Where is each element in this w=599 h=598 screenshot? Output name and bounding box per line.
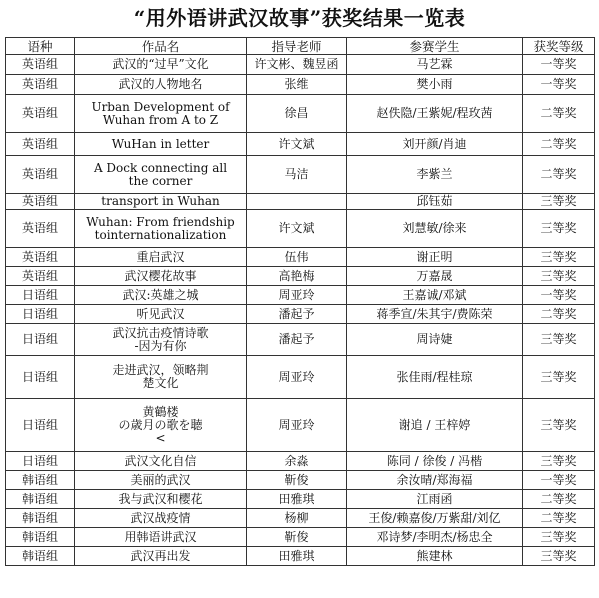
table-row bbox=[6, 528, 595, 547]
work-cell: 武汉战疫情 bbox=[75, 509, 247, 528]
award-cell: 三等奖 bbox=[523, 452, 595, 471]
work-cell: WuHan in letter bbox=[75, 133, 247, 156]
teacher-cell: 许文彬、魏昱函 bbox=[247, 55, 347, 75]
table-row bbox=[6, 248, 595, 267]
language-cell: 英语组 bbox=[6, 267, 75, 286]
teacher-cell: 周亚玲 bbox=[247, 286, 347, 305]
language-cell: 韩语组 bbox=[6, 490, 75, 509]
work-cell: A Dock connecting all the corner bbox=[75, 156, 247, 194]
teacher-cell: 张维 bbox=[247, 75, 347, 95]
awards-table bbox=[5, 37, 595, 566]
students-cell: 王嘉诚/邓斌 bbox=[347, 286, 523, 305]
work-cell: 我与武汉和樱花 bbox=[75, 490, 247, 509]
students-cell: 邱钰茹 bbox=[347, 194, 523, 210]
teacher-cell: 余淼 bbox=[247, 452, 347, 471]
table-row bbox=[6, 55, 595, 75]
language-cell: 日语组 bbox=[6, 452, 75, 471]
work-cell: 武汉的“过早”文化 bbox=[75, 55, 247, 75]
students-cell: 张佳雨/程桂琼 bbox=[347, 356, 523, 399]
work-cell: 武汉抗击疫情诗歌 -因为有你 bbox=[75, 324, 247, 356]
award-cell: 一等奖 bbox=[523, 286, 595, 305]
students-cell: 王俊/赖嘉俊/万紫甜/刘亿 bbox=[347, 509, 523, 528]
table-row bbox=[6, 286, 595, 305]
teacher-cell: 潘起予 bbox=[247, 324, 347, 356]
teacher-cell: 周亚玲 bbox=[247, 356, 347, 399]
work-cell: 重启武汉 bbox=[75, 248, 247, 267]
work-cell: transport in Wuhan bbox=[75, 194, 247, 210]
award-cell: 二等奖 bbox=[523, 509, 595, 528]
language-cell: 日语组 bbox=[6, 399, 75, 452]
award-cell: 二等奖 bbox=[523, 156, 595, 194]
students-cell: 邓诗梦/李明杰/杨忠全 bbox=[347, 528, 523, 547]
award-cell: 三等奖 bbox=[523, 547, 595, 566]
teacher-cell: 杨柳 bbox=[247, 509, 347, 528]
work-cell: 武汉文化自信 bbox=[75, 452, 247, 471]
teacher-cell: 伍伟 bbox=[247, 248, 347, 267]
students-cell: 熊建林 bbox=[347, 547, 523, 566]
students-cell: 谢正明 bbox=[347, 248, 523, 267]
header-teacher: 指导老师 bbox=[247, 38, 347, 55]
table-row bbox=[6, 452, 595, 471]
work-cell: 听见武汉 bbox=[75, 305, 247, 324]
language-cell: 韩语组 bbox=[6, 547, 75, 566]
header-award: 获奖等级 bbox=[523, 38, 595, 55]
award-cell: 二等奖 bbox=[523, 305, 595, 324]
award-cell: 三等奖 bbox=[523, 399, 595, 452]
students-cell: 周诗婕 bbox=[347, 324, 523, 356]
award-cell: 一等奖 bbox=[523, 471, 595, 490]
table-header-row bbox=[6, 38, 595, 55]
language-cell: 韩语组 bbox=[6, 471, 75, 490]
students-cell: 马艺霖 bbox=[347, 55, 523, 75]
award-cell: 三等奖 bbox=[523, 194, 595, 210]
work-cell: 走进武汉，领略荆 楚文化 bbox=[75, 356, 247, 399]
table-body bbox=[6, 55, 595, 566]
teacher-cell: 周亚玲 bbox=[247, 399, 347, 452]
students-cell: 赵佚隐/王紫妮/程玫茜 bbox=[347, 95, 523, 133]
table-row bbox=[6, 194, 595, 210]
award-cell: 三等奖 bbox=[523, 528, 595, 547]
language-cell: 英语组 bbox=[6, 95, 75, 133]
language-cell: 英语组 bbox=[6, 133, 75, 156]
language-cell: 英语组 bbox=[6, 210, 75, 248]
language-cell: 英语组 bbox=[6, 156, 75, 194]
header-work: 作品名 bbox=[75, 38, 247, 55]
language-cell: 日语组 bbox=[6, 356, 75, 399]
work-cell: 武汉再出发 bbox=[75, 547, 247, 566]
students-cell: 刘慧敏/徐来 bbox=[347, 210, 523, 248]
table-row bbox=[6, 210, 595, 248]
students-cell: 刘开颜/肖迪 bbox=[347, 133, 523, 156]
award-cell: 三等奖 bbox=[523, 356, 595, 399]
teacher-cell: 田雅琪 bbox=[247, 490, 347, 509]
header-language: 语种 bbox=[6, 38, 75, 55]
table-row bbox=[6, 267, 595, 286]
teacher-cell: 靳俊 bbox=[247, 471, 347, 490]
students-cell: 谢追 / 王梓婷 bbox=[347, 399, 523, 452]
award-cell: 二等奖 bbox=[523, 95, 595, 133]
table-row bbox=[6, 156, 595, 194]
table-row bbox=[6, 471, 595, 490]
table-row bbox=[6, 509, 595, 528]
table-row bbox=[6, 95, 595, 133]
language-cell: 日语组 bbox=[6, 324, 75, 356]
work-cell: 武汉樱花故事 bbox=[75, 267, 247, 286]
table-row bbox=[6, 305, 595, 324]
language-cell: 英语组 bbox=[6, 75, 75, 95]
students-cell: 樊小雨 bbox=[347, 75, 523, 95]
table-row bbox=[6, 324, 595, 356]
award-cell: 一等奖 bbox=[523, 75, 595, 95]
work-cell: Wuhan: From friendship tointernationalization bbox=[75, 210, 247, 248]
teacher-cell: 徐昌 bbox=[247, 95, 347, 133]
table-row bbox=[6, 547, 595, 566]
work-cell: 黄鶴楼 の歳月の歌を聴 < bbox=[75, 399, 247, 452]
award-cell: 三等奖 bbox=[523, 267, 595, 286]
award-cell: 三等奖 bbox=[523, 324, 595, 356]
teacher-cell: 田雅琪 bbox=[247, 547, 347, 566]
language-cell: 韩语组 bbox=[6, 509, 75, 528]
students-cell: 江雨函 bbox=[347, 490, 523, 509]
language-cell: 日语组 bbox=[6, 286, 75, 305]
work-cell: 用韩语讲武汉 bbox=[75, 528, 247, 547]
teacher-cell: 马洁 bbox=[247, 156, 347, 194]
page-title: “用外语讲武汉故事”获奖结果一览表 bbox=[133, 6, 466, 30]
award-cell: 二等奖 bbox=[523, 133, 595, 156]
table-row bbox=[6, 133, 595, 156]
work-cell: 美丽的武汉 bbox=[75, 471, 247, 490]
work-cell: 武汉的人物地名 bbox=[75, 75, 247, 95]
students-cell: 陈同 / 徐俊 / 冯楷 bbox=[347, 452, 523, 471]
work-cell: 武汉:英雄之城 bbox=[75, 286, 247, 305]
award-cell: 三等奖 bbox=[523, 248, 595, 267]
table-row bbox=[6, 75, 595, 95]
teacher-cell: 高艳梅 bbox=[247, 267, 347, 286]
teacher-cell: 许文斌 bbox=[247, 133, 347, 156]
header-students: 参赛学生 bbox=[347, 38, 523, 55]
language-cell: 英语组 bbox=[6, 248, 75, 267]
work-cell: Urban Development of Wuhan from A to Z bbox=[75, 95, 247, 133]
award-cell: 三等奖 bbox=[523, 210, 595, 248]
teacher-cell: 靳俊 bbox=[247, 528, 347, 547]
award-cell: 一等奖 bbox=[523, 55, 595, 75]
teacher-cell bbox=[247, 194, 347, 210]
students-cell: 万嘉晟 bbox=[347, 267, 523, 286]
students-cell: 李紫兰 bbox=[347, 156, 523, 194]
students-cell: 余汝晴/郑海福 bbox=[347, 471, 523, 490]
table-row bbox=[6, 356, 595, 399]
language-cell: 日语组 bbox=[6, 305, 75, 324]
table-row bbox=[6, 399, 595, 452]
teacher-cell: 许文斌 bbox=[247, 210, 347, 248]
award-cell: 二等奖 bbox=[523, 490, 595, 509]
students-cell: 蒋季宣/朱其宇/费陈荣 bbox=[347, 305, 523, 324]
language-cell: 韩语组 bbox=[6, 528, 75, 547]
teacher-cell: 潘起予 bbox=[247, 305, 347, 324]
language-cell: 英语组 bbox=[6, 55, 75, 75]
table-row bbox=[6, 490, 595, 509]
language-cell: 英语组 bbox=[6, 194, 75, 210]
